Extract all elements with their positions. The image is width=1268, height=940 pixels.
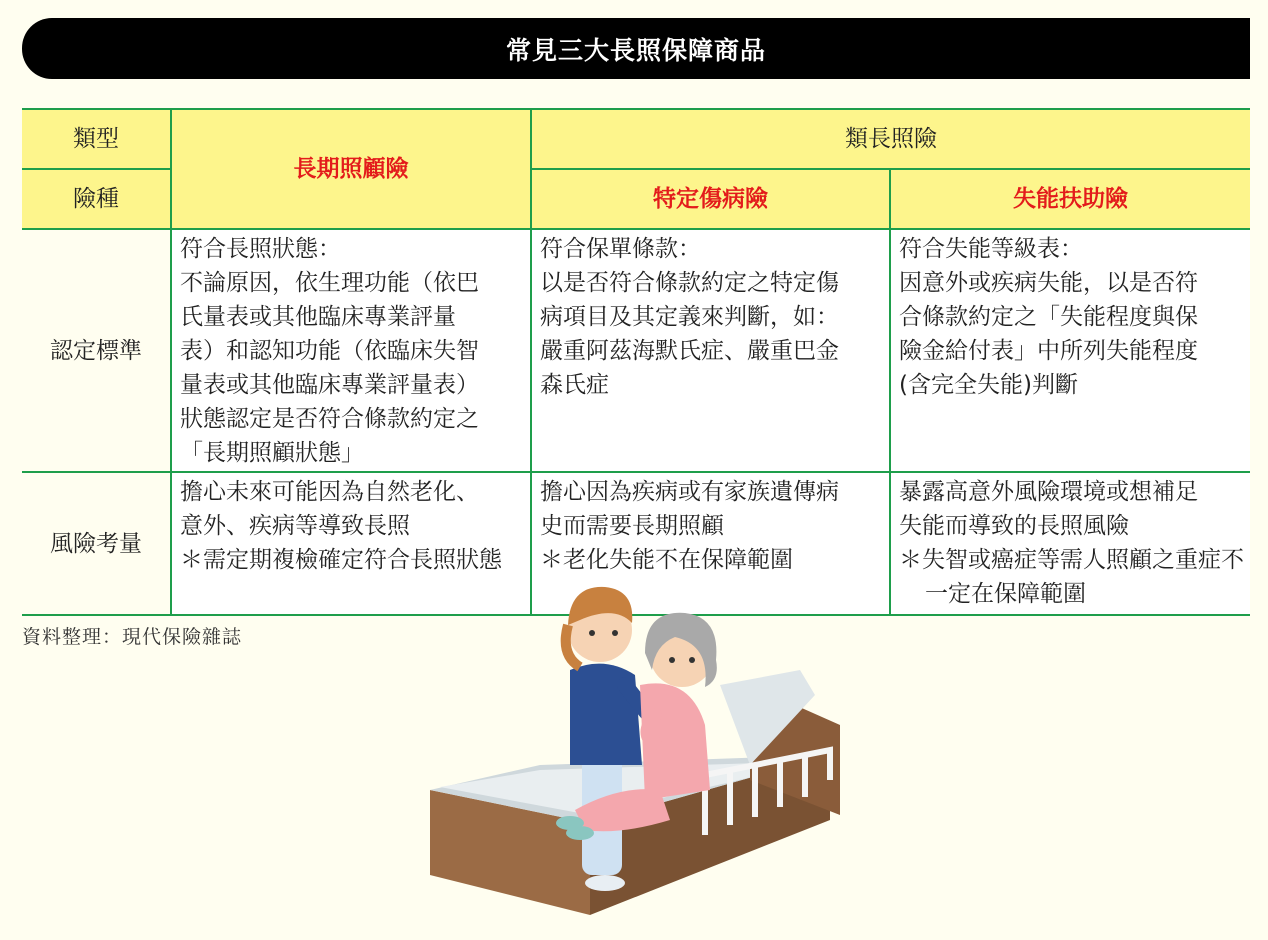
- text-line: 擔心因為疾病或有家族遺傳病: [540, 479, 839, 505]
- text-line: 合條款約定之「失能程度與保: [899, 304, 1198, 330]
- source-credit: 資料整理：現代保險雜誌: [22, 626, 243, 648]
- caregiver-illustration: [420, 575, 860, 920]
- text-line: 嚴重阿茲海默氏症、嚴重巴金: [540, 338, 839, 364]
- text-line: 符合保單條款：: [540, 236, 701, 262]
- product-specific-disease: 特定傷病險: [531, 169, 890, 229]
- product-disability: 失能扶助險: [890, 169, 1250, 229]
- note-text: ＊需定期複檢確定符合長照狀態: [180, 547, 502, 573]
- text-line: 病項目及其定義來判斷，如：: [540, 304, 839, 330]
- group-label: 類長照險: [531, 109, 1250, 169]
- text-line: 暴露高意外風險環境或想補足: [899, 479, 1198, 505]
- note-text: ＊失智或癌症等需人照顧之重症不一定在保障範圍: [899, 547, 1244, 607]
- text-line: 符合失能等級表：: [899, 236, 1083, 262]
- text-line: 氏量表或其他臨床專業評量: [180, 304, 456, 330]
- kind-label: 險種: [22, 169, 171, 229]
- text-line: 量表或其他臨床專業評量表）: [180, 372, 479, 398]
- criteria-cell-disability: [890, 229, 1250, 472]
- text-line: 森氏症: [540, 372, 609, 398]
- text-line: 表）和認知功能（依臨床失智: [180, 338, 479, 364]
- text-line: 符合長照狀態：: [180, 236, 341, 262]
- text-line: 以是否符合條款約定之特定傷: [540, 270, 839, 296]
- text-line: 狀態認定是否符合條款約定之: [180, 406, 479, 432]
- text-line: (含完全失能)判斷: [899, 372, 1078, 398]
- comparison-table: [22, 108, 1250, 616]
- note-text: ＊老化失能不在保障範圍: [540, 547, 793, 573]
- type-label: 類型: [22, 109, 171, 169]
- criteria-cell-specific-disease: [531, 229, 890, 472]
- text-line: 因意外或疾病失能，以是否符: [899, 270, 1198, 296]
- row-label-risk: 風險考量: [22, 472, 171, 615]
- row-label-criteria: 認定標準: [22, 229, 171, 472]
- criteria-cell-long-term-care: [171, 229, 531, 472]
- text-line: 不論原因，依生理功能（依巴: [180, 270, 479, 296]
- product-long-term-care: 長期照顧險: [171, 109, 531, 229]
- text-line: 險金給付表」中所列失能程度: [899, 338, 1198, 364]
- text-line: 「長期照顧狀態」: [180, 440, 364, 466]
- text-line: 史而需要長期照顧: [540, 513, 724, 539]
- text-line: 失能而導致的長照風險: [899, 513, 1129, 539]
- text-line: 意外、疾病等導致長照: [180, 513, 410, 539]
- risk-cell-disability: [890, 472, 1250, 615]
- text-line: 擔心未來可能因為自然老化、: [180, 479, 479, 505]
- title-banner: [22, 18, 1250, 79]
- page-title: 常見三大長照保障商品: [505, 35, 766, 65]
